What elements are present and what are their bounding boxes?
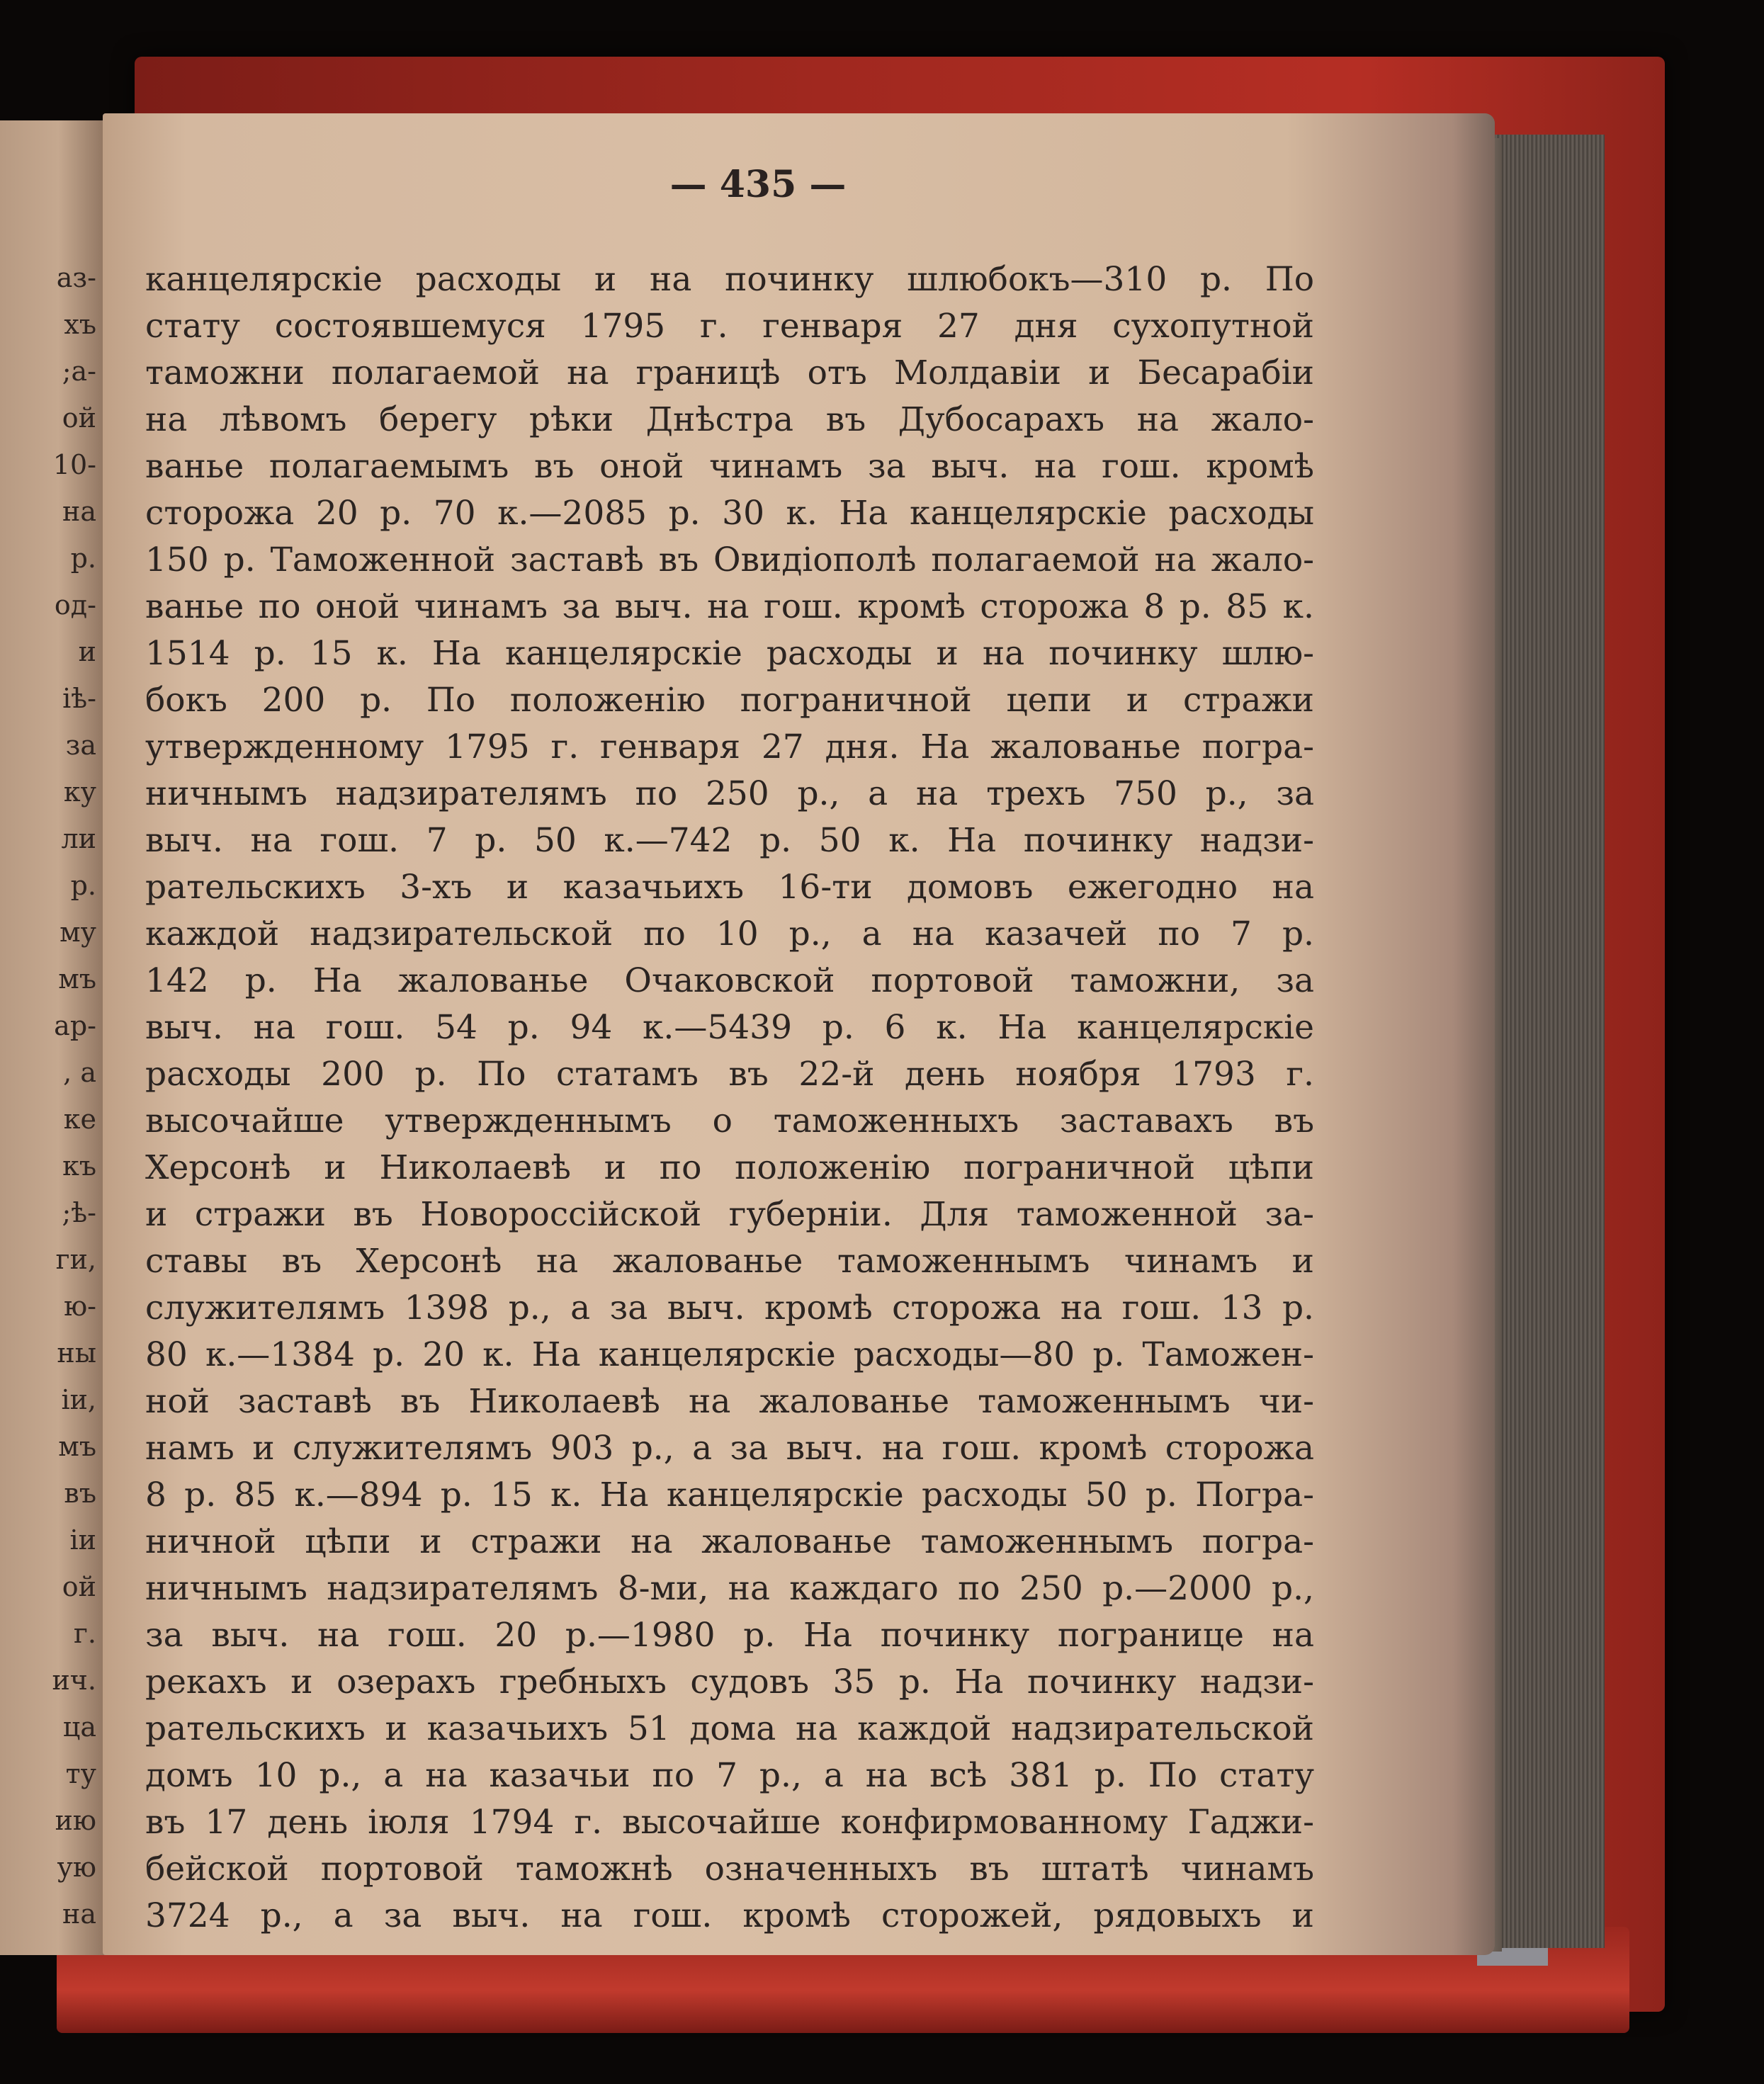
left-page-fragment: на [62,496,96,527]
left-page-fragment: ой [62,402,96,434]
text-line: служителямъ 1398 р., а за выч. кромѣ сторожа на гош. 13 р. [145,1289,1314,1327]
page-text [145,256,1314,1939]
text-line: ставы въ Херсонѣ на жалованье таможеннымъ чинамъ и [145,1242,1314,1281]
left-page-fragment: и [78,636,96,667]
left-page-fragment: ца [62,1711,96,1743]
left-page-fragment: ой [62,1571,96,1602]
left-page-fragment: мъ [58,1431,96,1462]
text-line: ничной цѣпи и стражи на жалованье таможеннымъ погра- [145,1522,1314,1561]
text-line: канцелярскіе расходы и на починку шлюбокъ—310 р. По [145,260,1314,299]
left-page-fragment: іи [69,1524,96,1556]
text-line: бейской портовой таможнѣ означенныхъ въ штатѣ чинамъ [145,1850,1314,1888]
left-page-fragment: ую [57,1852,96,1883]
text-line: на лѣвомъ берегу рѣки Днѣстра въ Дубосарахъ на жало- [145,400,1314,439]
left-page-fragment: р. [70,543,96,574]
left-page-fragment: од- [54,589,96,621]
text-line: домъ 10 р., а на казачьи по 7 р., а на всѣ 381 р. По стату [145,1756,1314,1795]
text-line: выч. на гош. 54 р. 94 к.—5439 р. 6 к. На канцелярскіе [145,1008,1314,1047]
text-line: высочайше утвержденнымъ о таможенныхъ заставахъ въ [145,1102,1314,1140]
text-line: Херсонѣ и Николаевѣ и по положенію пограничной цѣпи [145,1148,1314,1187]
left-page-fragment: ке [63,1104,96,1135]
left-page-fragment: ич. [52,1665,96,1696]
left-page-fragment: г. [74,1618,96,1649]
text-line: ванье полагаемымъ въ оной чинамъ за выч. на гош. кромѣ [145,447,1314,486]
text-line: ной заставѣ въ Николаевѣ на жалованье таможеннымъ чи- [145,1382,1314,1421]
left-page-fragment: , а [63,1057,96,1088]
text-line: бокъ 200 р. По положенію пограничной цепи и стражи [145,681,1314,720]
text-line: 1514 р. 15 к. На канцелярскіе расходы и на починку шлю- [145,634,1314,673]
text-line: таможни полагаемой на границѣ отъ Молдавіи и Бесарабіи [145,353,1314,392]
text-line: въ 17 день іюля 1794 г. высочайше конфирмованному Гаджи- [145,1803,1314,1842]
text-line: ванье по оной чинамъ за выч. на гош. кромѣ сторожа 8 р. 85 к. [145,587,1314,626]
text-line: рательскихъ и казачьихъ 51 дома на каждой надзирательской [145,1709,1314,1748]
text-line: намъ и служителямъ 903 р., а за выч. на гош. кромѣ сторожа [145,1429,1314,1468]
left-page-fragment: ;а- [62,356,96,387]
left-page-fragment: ли [61,823,96,854]
left-page-fragment: за [65,730,96,761]
text-line: стату состоявшемуся 1795 г. генваря 27 дня сухопутной [145,307,1314,346]
text-line: 150 р. Таможенной заставѣ въ Овидіополѣ полагаемой на жало- [145,540,1314,579]
left-page-fragment: на [62,1898,96,1930]
text-line: ничнымъ надзирателямъ 8-ми, на каждаго по 250 р.—2000 р., [145,1569,1314,1608]
text-line: 142 р. На жалованье Очаковской портовой таможни, за [145,961,1314,1000]
text-line: 80 к.—1384 р. 20 к. На канцелярскіе расходы—80 р. Таможен- [145,1335,1314,1374]
left-page-fragment: ию [55,1805,96,1836]
left-page-fragment: ны [57,1337,96,1369]
left-page-fragment: ю- [64,1291,96,1322]
text-line: каждой надзирательской по 10 р., а на казачей по 7 р. [145,914,1314,953]
left-page-fragment: къ [62,1150,96,1182]
text-line: выч. на гош. 7 р. 50 к.—742 р. 50 к. На починку надзи- [145,821,1314,860]
left-page-fragment: ги, [55,1244,96,1275]
left-page-fragment: іѣ- [62,683,96,714]
text-line: 8 р. 85 к.—894 р. 15 к. На канцелярскіе расходы 50 р. Погра- [145,1476,1314,1514]
left-page-fragment: мъ [58,963,96,995]
left-page-fragment: хъ [64,309,96,340]
left-page-fragment: ту [65,1758,96,1789]
text-line: рательскихъ 3-хъ и казачьихъ 16-ти домовъ ежегодно на [145,868,1314,907]
page-number: — 435 — [669,163,847,206]
text-line: утвержденному 1795 г. генваря 27 дня. На жалованье погра- [145,727,1314,766]
text-line: расходы 200 р. По статамъ въ 22-й день ноября 1793 г. [145,1055,1314,1094]
left-page-fragment: іи, [61,1384,96,1415]
left-page-fragment: въ [64,1478,96,1509]
left-page-fragment: ар- [54,1010,96,1041]
text-line: ничнымъ надзирателямъ по 250 р., а на трехъ 750 р., за [145,774,1314,813]
text-line: за выч. на гош. 20 р.—1980 р. На починку погранице на [145,1616,1314,1655]
text-line: рекахъ и озерахъ гребныхъ судовъ 35 р. На починку надзи- [145,1663,1314,1701]
left-page-fragment: ;ѣ- [62,1197,96,1228]
text-line: 3724 р., а за выч. на гош. кромѣ сторожей, рядовыхъ и [145,1896,1314,1935]
left-page-fragment: р. [70,870,96,901]
left-page-fragment: 10- [52,449,96,480]
text-line: и стражи въ Новороссійской губерніи. Для таможенной за- [145,1195,1314,1234]
left-page-fragment: аз- [56,262,96,293]
left-page-edge [0,120,106,1955]
left-page-fragment: ку [63,776,96,808]
text-line: сторожа 20 р. 70 к.—2085 р. 30 к. На канцелярскіе расходы [145,494,1314,533]
left-page-fragment: му [60,917,96,948]
